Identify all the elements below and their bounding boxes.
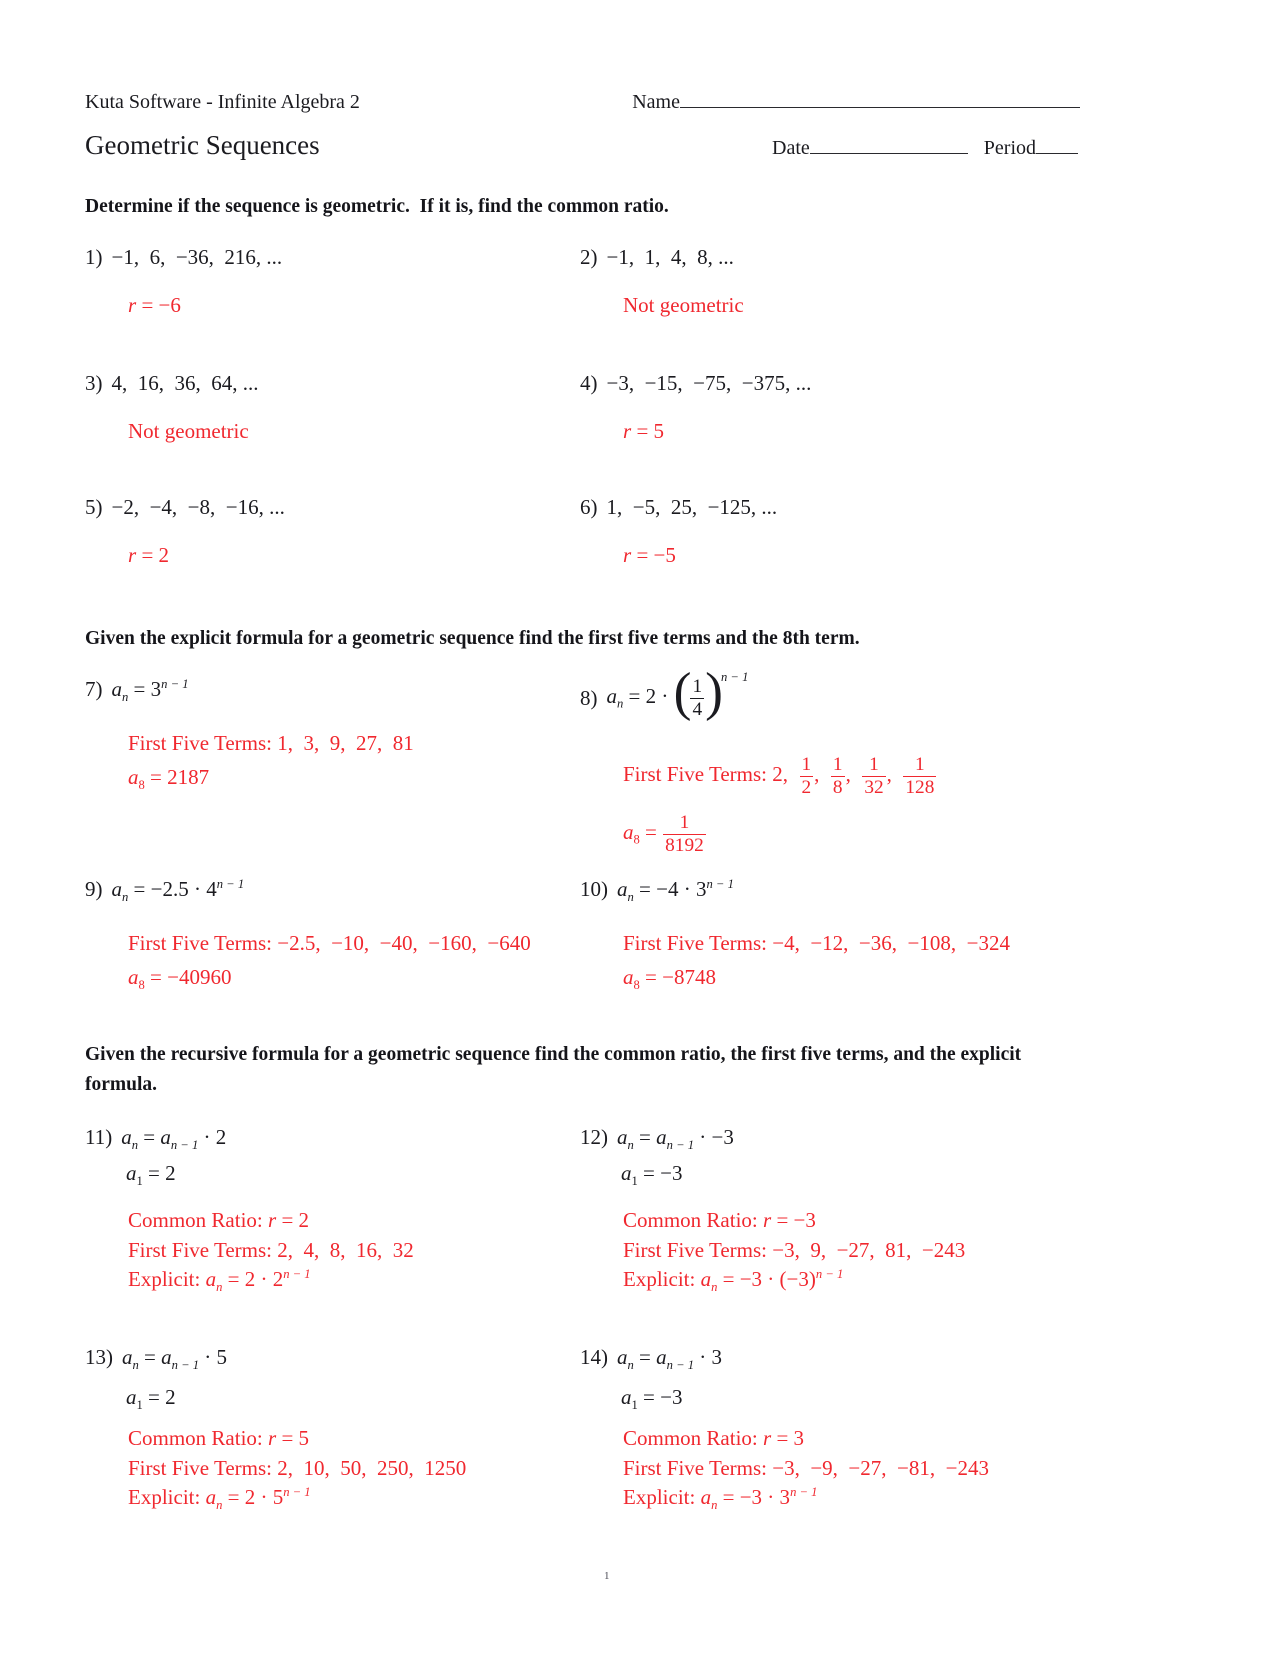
answer-eighth-term: $a_8$ = $\frac{1}{8192}$	[623, 812, 704, 856]
sequence-text: 1, −5, 25, −125, ...	[606, 495, 778, 519]
answer-explicit-formula: Explicit: $a_n = 2 \cdot 5^{n - 1}$	[128, 1485, 311, 1512]
date-blank-line	[810, 134, 968, 154]
problem-number: 14)	[580, 1345, 608, 1369]
answer-first-five-terms: First Five Terms: 1, 3, 9, 27, 81	[128, 731, 414, 755]
sequence-text: −2, −4, −8, −16, ...	[111, 495, 285, 519]
problem-number: 12)	[580, 1125, 608, 1149]
answer-eighth-term: $a_8 = 2187$	[128, 765, 210, 792]
explicit-formula: $a_n = 3^{n - 1}$	[111, 677, 189, 704]
problem-number: 9)	[85, 877, 103, 901]
software-credit: Kuta Software - Infinite Algebra 2	[85, 91, 360, 113]
answer-first-five-terms: First Five Terms: −3, −9, −27, −81, −243	[623, 1455, 989, 1480]
answer-common-ratio: Common Ratio: r = 2	[128, 1208, 310, 1232]
section2-instruction: Given the explicit formula for a geometric sequence find the first five terms and the 8th term.	[85, 628, 860, 649]
problem-number: 2)	[580, 245, 598, 269]
recursive-formula: $a_n = a_{n - 1} \cdot 3$	[617, 1345, 723, 1372]
name-label: Name	[632, 91, 680, 113]
sequence-text: −3, −15, −75, −375, ...	[606, 371, 812, 395]
problem-11	[85, 1124, 414, 1295]
problem-number: 3)	[85, 371, 103, 395]
answer-common-ratio: Common Ratio: r = −3	[623, 1208, 816, 1232]
answer-first-five-terms: First Five Terms: 2, $\frac{1}{2}$ , $\frac{1}{8}$ , $\frac{1}{32}$ , $\frac{1}{128}$	[623, 754, 935, 798]
answer-first-five-terms: First Five Terms: 2, 4, 8, 16, 32	[128, 1237, 414, 1262]
date-period-fields	[772, 134, 1080, 160]
problem-9	[85, 876, 531, 990]
section3-instruction: Given the recursive formula for a geometric sequence find the common ratio, the first five terms, and the explicit formula.	[85, 1044, 1022, 1096]
answer-explicit-formula: Explicit: $a_n = 2 \cdot 2^{n - 1}$	[128, 1267, 311, 1294]
initial-term: $a_1 = -3$	[621, 1385, 683, 1412]
problem-3	[85, 370, 259, 444]
section1-instruction: Determine if the sequence is geometric. If it is, find the common ratio.	[85, 196, 669, 217]
period-blank-line	[1036, 134, 1078, 154]
problem-number: 1)	[85, 245, 103, 269]
problem-number: 11)	[85, 1125, 113, 1149]
explicit-formula: $a_n = 2$ · ( $\frac{1}{4}$ )$^{n - 1}$	[606, 661, 749, 722]
problem-14	[580, 1344, 989, 1513]
explicit-formula: $a_n = -2.5 \cdot 4^{n - 1}$	[111, 877, 245, 904]
problem-number: 8)	[580, 686, 598, 710]
name-blank-line	[680, 88, 1080, 108]
problem-6	[580, 494, 777, 568]
initial-term: $a_1 = 2$	[126, 1161, 176, 1188]
problem-7	[85, 676, 414, 790]
answer-first-five-terms: First Five Terms: −2.5, −10, −40, −160, −640	[128, 931, 531, 955]
answer-common-ratio: Common Ratio: r = 3	[623, 1426, 805, 1450]
answer-first-five-terms: First Five Terms: −3, 9, −27, 81, −243	[623, 1237, 966, 1262]
page-number: 1	[604, 1570, 610, 1582]
problem-2	[580, 244, 744, 318]
recursive-formula: $a_n = a_{n - 1} \cdot -3$	[617, 1125, 734, 1152]
problem-5	[85, 494, 285, 568]
answer-first-five-terms: First Five Terms: 2, 10, 50, 250, 1250	[128, 1455, 467, 1480]
page-title: Geometric Sequences	[85, 130, 320, 160]
answer-explicit-formula: Explicit: $a_n = -3 \cdot (-3)^{n - 1}$	[623, 1267, 844, 1294]
problem-number: 5)	[85, 495, 103, 519]
answer-common-ratio: r = 5	[623, 419, 665, 443]
sequence-text: 4, 16, 36, 64, ...	[111, 371, 259, 395]
problem-number: 4)	[580, 371, 598, 395]
problem-4	[580, 370, 811, 444]
problem-8	[580, 656, 937, 857]
answer-common-ratio: Common Ratio: r = 5	[128, 1426, 310, 1450]
recursive-formula: $a_n = a_{n - 1} \cdot 5$	[122, 1345, 228, 1372]
name-field	[632, 88, 1080, 114]
sequence-text: −1, 6, −36, 216, ...	[111, 245, 283, 269]
initial-term: $a_1 = 2$	[126, 1385, 176, 1412]
answer-eighth-term: $a_8 = -8748$	[623, 965, 716, 992]
date-label: Date	[772, 137, 810, 159]
problem-1	[85, 244, 282, 318]
problem-10	[580, 876, 1010, 990]
initial-term: $a_1 = -3$	[621, 1161, 683, 1188]
recursive-formula: $a_n = a_{n - 1} \cdot 2$	[121, 1125, 227, 1152]
answer-not-geometric: Not geometric	[128, 419, 249, 443]
problem-number: 13)	[85, 1345, 113, 1369]
answer-common-ratio: r = −6	[128, 293, 181, 317]
answer-not-geometric: Not geometric	[623, 293, 744, 317]
problem-number: 10)	[580, 877, 608, 901]
answer-first-five-terms: First Five Terms: −4, −12, −36, −108, −324	[623, 931, 1010, 955]
sequence-text: −1, 1, 4, 8, ...	[606, 245, 734, 269]
answer-explicit-formula: Explicit: $a_n = -3 \cdot 3^{n - 1}$	[623, 1485, 818, 1512]
problem-number: 6)	[580, 495, 598, 519]
answer-eighth-term: $a_8 = -40960$	[128, 965, 232, 992]
answer-common-ratio: r = −5	[623, 543, 676, 567]
answer-common-ratio: r = 2	[128, 543, 170, 567]
period-label: Period	[983, 137, 1036, 159]
problem-13	[85, 1344, 466, 1513]
title-row	[85, 130, 1080, 161]
page-header	[85, 88, 1080, 114]
explicit-formula: $a_n = -4 \cdot 3^{n - 1}$	[617, 877, 734, 904]
problem-12	[580, 1124, 965, 1295]
problem-number: 7)	[85, 677, 103, 701]
